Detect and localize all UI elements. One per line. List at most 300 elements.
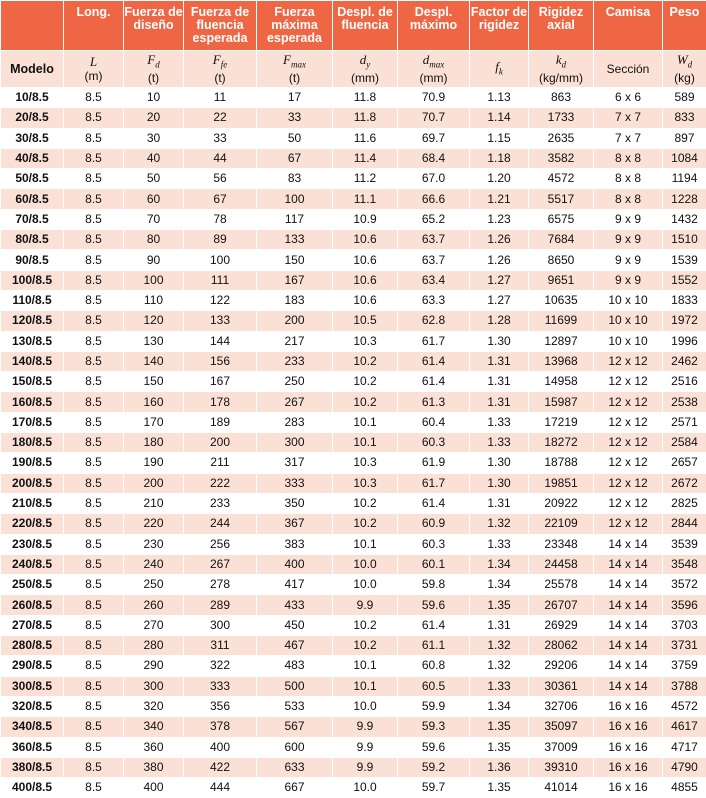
cell-peso: 3572 <box>663 575 706 595</box>
table-row <box>1 351 706 371</box>
cell-modelo: 60/8.5 <box>1 189 64 209</box>
cell-kd: 32706 <box>529 696 594 716</box>
cell-long: 8.5 <box>64 493 124 513</box>
unit-ffe: (t) <box>184 71 256 85</box>
cell-long: 8.5 <box>64 615 124 635</box>
cell-dy: 10.5 <box>333 311 398 331</box>
cell-fd: 130 <box>124 331 184 351</box>
cell-ffe: 311 <box>184 636 257 656</box>
cell-kd: 26707 <box>529 595 594 615</box>
cell-fd: 400 <box>124 778 184 798</box>
table-row <box>1 493 706 513</box>
cell-peso: 2672 <box>663 473 706 493</box>
cell-fd: 260 <box>124 595 184 615</box>
cell-fk: 1.30 <box>470 331 529 351</box>
cell-dmax: 60.3 <box>398 433 470 453</box>
cell-camisa: 9 x 9 <box>594 209 663 229</box>
table-row <box>1 514 706 534</box>
cell-kd: 4572 <box>529 169 594 189</box>
cell-dy: 10.6 <box>333 270 398 290</box>
symbol-cell-fmax <box>257 51 333 88</box>
header-fuerza-fluencia: Fuerza de fluencia esperada <box>184 1 257 51</box>
cell-modelo: 70/8.5 <box>1 209 64 229</box>
cell-peso: 2571 <box>663 412 706 432</box>
cell-peso: 833 <box>663 108 706 128</box>
cell-ffe: 167 <box>184 372 257 392</box>
cell-dy: 10.1 <box>333 433 398 453</box>
table-row <box>1 615 706 635</box>
cell-fd: 290 <box>124 656 184 676</box>
cell-long: 8.5 <box>64 696 124 716</box>
header-fuerza-diseno: Fuerza de diseño <box>124 1 184 51</box>
cell-ffe: 444 <box>184 778 257 798</box>
cell-peso: 1833 <box>663 290 706 310</box>
cell-dy: 10.1 <box>333 656 398 676</box>
cell-fk: 1.32 <box>470 656 529 676</box>
cell-long: 8.5 <box>64 636 124 656</box>
cell-dmax: 70.9 <box>398 88 470 108</box>
cell-long: 8.5 <box>64 209 124 229</box>
cell-camisa: 16 x 16 <box>594 778 663 798</box>
table-row <box>1 290 706 310</box>
cell-kd: 39310 <box>529 757 594 777</box>
cell-modelo: 30/8.5 <box>1 128 64 148</box>
table-row <box>1 717 706 737</box>
cell-peso: 1552 <box>663 270 706 290</box>
cell-fk: 1.31 <box>470 615 529 635</box>
cell-dmax: 61.4 <box>398 351 470 371</box>
cell-fmax: 417 <box>257 575 333 595</box>
cell-modelo: 280/8.5 <box>1 636 64 656</box>
cell-dy: 10.2 <box>333 372 398 392</box>
cell-dmax: 59.3 <box>398 717 470 737</box>
cell-ffe: 67 <box>184 189 257 209</box>
cell-peso: 2825 <box>663 493 706 513</box>
cell-dmax: 60.3 <box>398 534 470 554</box>
cell-modelo: 340/8.5 <box>1 717 64 737</box>
cell-fmax: 67 <box>257 148 333 168</box>
cell-long: 8.5 <box>64 717 124 737</box>
cell-dy: 10.1 <box>333 676 398 696</box>
cell-fk: 1.35 <box>470 717 529 737</box>
cell-fd: 380 <box>124 757 184 777</box>
cell-camisa: 12 x 12 <box>594 433 663 453</box>
cell-peso: 2516 <box>663 372 706 392</box>
table-row <box>1 331 706 351</box>
cell-long: 8.5 <box>64 372 124 392</box>
cell-kd: 35097 <box>529 717 594 737</box>
cell-camisa: 14 x 14 <box>594 534 663 554</box>
cell-kd: 30361 <box>529 676 594 696</box>
modelo-label: Modelo <box>1 51 64 88</box>
cell-fd: 300 <box>124 676 184 696</box>
cell-camisa: 16 x 16 <box>594 757 663 777</box>
cell-dy: 10.2 <box>333 615 398 635</box>
cell-kd: 29206 <box>529 656 594 676</box>
cell-fmax: 200 <box>257 311 333 331</box>
cell-fk: 1.21 <box>470 189 529 209</box>
cell-ffe: 322 <box>184 656 257 676</box>
cell-kd: 14958 <box>529 372 594 392</box>
cell-ffe: 422 <box>184 757 257 777</box>
header-long: Long. <box>64 1 124 51</box>
cell-fmax: 117 <box>257 209 333 229</box>
cell-camisa: 8 x 8 <box>594 169 663 189</box>
cell-kd: 25578 <box>529 575 594 595</box>
cell-ffe: 400 <box>184 737 257 757</box>
cell-long: 8.5 <box>64 575 124 595</box>
cell-fmax: 283 <box>257 412 333 432</box>
table-row <box>1 778 706 798</box>
cell-camisa: 10 x 10 <box>594 331 663 351</box>
cell-long: 8.5 <box>64 331 124 351</box>
cell-long: 8.5 <box>64 737 124 757</box>
cell-fk: 1.34 <box>470 554 529 574</box>
unit-dy: (mm) <box>333 71 397 85</box>
cell-fmax: 250 <box>257 372 333 392</box>
cell-dmax: 67.0 <box>398 169 470 189</box>
cell-dmax: 61.4 <box>398 493 470 513</box>
cell-fmax: 467 <box>257 636 333 656</box>
cell-dmax: 63.4 <box>398 270 470 290</box>
cell-long: 8.5 <box>64 433 124 453</box>
cell-dmax: 59.2 <box>398 757 470 777</box>
cell-peso: 1228 <box>663 189 706 209</box>
cell-dmax: 68.4 <box>398 148 470 168</box>
cell-fd: 20 <box>124 108 184 128</box>
cell-kd: 23348 <box>529 534 594 554</box>
cell-dmax: 60.8 <box>398 656 470 676</box>
cell-long: 8.5 <box>64 351 124 371</box>
cell-fd: 200 <box>124 473 184 493</box>
cell-modelo: 290/8.5 <box>1 656 64 676</box>
cell-fmax: 100 <box>257 189 333 209</box>
cell-fmax: 300 <box>257 433 333 453</box>
cell-modelo: 120/8.5 <box>1 311 64 331</box>
cell-kd: 22109 <box>529 514 594 534</box>
cell-dy: 11.4 <box>333 148 398 168</box>
symbol-cell-l <box>64 51 124 88</box>
cell-fmax: 83 <box>257 169 333 189</box>
cell-camisa: 7 x 7 <box>594 128 663 148</box>
cell-kd: 17219 <box>529 412 594 432</box>
cell-dmax: 59.7 <box>398 778 470 798</box>
cell-long: 8.5 <box>64 534 124 554</box>
cell-dy: 10.6 <box>333 290 398 310</box>
table-row <box>1 209 706 229</box>
cell-kd: 10635 <box>529 290 594 310</box>
cell-fmax: 267 <box>257 392 333 412</box>
cell-camisa: 7 x 7 <box>594 108 663 128</box>
cell-camisa: 6 x 6 <box>594 88 663 108</box>
cell-dy: 10.3 <box>333 453 398 473</box>
cell-modelo: 100/8.5 <box>1 270 64 290</box>
cell-fmax: 383 <box>257 534 333 554</box>
cell-camisa: 12 x 12 <box>594 514 663 534</box>
cell-peso: 4572 <box>663 696 706 716</box>
cell-fk: 1.13 <box>470 88 529 108</box>
cell-dmax: 60.4 <box>398 412 470 432</box>
cell-dmax: 61.7 <box>398 331 470 351</box>
cell-dmax: 66.6 <box>398 189 470 209</box>
unit-fd: (t) <box>124 71 183 85</box>
table-row <box>1 148 706 168</box>
cell-fk: 1.31 <box>470 372 529 392</box>
cell-fmax: 400 <box>257 554 333 574</box>
cell-fk: 1.32 <box>470 514 529 534</box>
cell-dy: 9.9 <box>333 717 398 737</box>
cell-dmax: 59.9 <box>398 696 470 716</box>
cell-dy: 10.3 <box>333 331 398 351</box>
symbol-cell-ffe <box>184 51 257 88</box>
cell-fmax: 133 <box>257 230 333 250</box>
cell-fmax: 600 <box>257 737 333 757</box>
cell-dy: 11.6 <box>333 128 398 148</box>
table-row <box>1 554 706 574</box>
cell-dy: 9.9 <box>333 595 398 615</box>
table-row <box>1 250 706 270</box>
cell-modelo: 250/8.5 <box>1 575 64 595</box>
cell-ffe: 122 <box>184 290 257 310</box>
cell-long: 8.5 <box>64 656 124 676</box>
symbol-fmax: $F_{max}$ <box>283 52 306 67</box>
cell-modelo: 200/8.5 <box>1 473 64 493</box>
cell-long: 8.5 <box>64 392 124 412</box>
cell-fk: 1.30 <box>470 473 529 493</box>
cell-modelo: 320/8.5 <box>1 696 64 716</box>
cell-camisa: 16 x 16 <box>594 717 663 737</box>
cell-ffe: 256 <box>184 534 257 554</box>
header-despl-fluencia: Despl. de fluencia <box>333 1 398 51</box>
cell-fd: 90 <box>124 250 184 270</box>
cell-camisa: 9 x 9 <box>594 270 663 290</box>
cell-dmax: 59.6 <box>398 595 470 615</box>
symbol-fk: $f_k$ <box>495 59 503 74</box>
cell-fk: 1.32 <box>470 636 529 656</box>
symbol-cell-dmax <box>398 51 470 88</box>
cell-peso: 3703 <box>663 615 706 635</box>
table-row <box>1 230 706 250</box>
cell-modelo: 230/8.5 <box>1 534 64 554</box>
cell-fd: 340 <box>124 717 184 737</box>
symbol-fd: $F_d$ <box>147 52 159 67</box>
cell-fmax: 167 <box>257 270 333 290</box>
cell-modelo: 90/8.5 <box>1 250 64 270</box>
cell-fk: 1.36 <box>470 757 529 777</box>
cell-camisa: 12 x 12 <box>594 392 663 412</box>
cell-long: 8.5 <box>64 473 124 493</box>
cell-kd: 18788 <box>529 453 594 473</box>
cell-dmax: 63.7 <box>398 250 470 270</box>
cell-camisa: 12 x 12 <box>594 493 663 513</box>
cell-dy: 10.1 <box>333 534 398 554</box>
cell-fd: 250 <box>124 575 184 595</box>
cell-long: 8.5 <box>64 230 124 250</box>
cell-ffe: 11 <box>184 88 257 108</box>
cell-fd: 80 <box>124 230 184 250</box>
cell-camisa: 10 x 10 <box>594 290 663 310</box>
cell-fd: 50 <box>124 169 184 189</box>
cell-dy: 10.2 <box>333 493 398 513</box>
cell-fd: 240 <box>124 554 184 574</box>
cell-peso: 1972 <box>663 311 706 331</box>
cell-modelo: 130/8.5 <box>1 331 64 351</box>
cell-dmax: 63.3 <box>398 290 470 310</box>
cell-dmax: 59.8 <box>398 575 470 595</box>
cell-kd: 1733 <box>529 108 594 128</box>
cell-modelo: 160/8.5 <box>1 392 64 412</box>
cell-peso: 1194 <box>663 169 706 189</box>
cell-fd: 120 <box>124 311 184 331</box>
header-camisa: Camisa <box>594 1 663 51</box>
cell-fmax: 633 <box>257 757 333 777</box>
symbol-wd: $W_d$ <box>677 52 692 67</box>
cell-peso: 2584 <box>663 433 706 453</box>
cell-fd: 360 <box>124 737 184 757</box>
cell-ffe: 200 <box>184 433 257 453</box>
table-row <box>1 453 706 473</box>
table-row <box>1 169 706 189</box>
table-row <box>1 656 706 676</box>
cell-fd: 230 <box>124 534 184 554</box>
unit-wd: (kg) <box>663 71 706 85</box>
cell-kd: 13968 <box>529 351 594 371</box>
cell-camisa: 12 x 12 <box>594 372 663 392</box>
cell-fk: 1.27 <box>470 270 529 290</box>
cell-dy: 11.8 <box>333 88 398 108</box>
cell-dy: 9.9 <box>333 737 398 757</box>
table-row <box>1 88 706 108</box>
cell-fmax: 367 <box>257 514 333 534</box>
cell-camisa: 14 x 14 <box>594 656 663 676</box>
header-peso: Peso <box>663 1 706 51</box>
cell-fk: 1.15 <box>470 128 529 148</box>
cell-dy: 10.1 <box>333 412 398 432</box>
header-despl-maximo: Despl. máximo <box>398 1 470 51</box>
cell-fd: 220 <box>124 514 184 534</box>
cell-peso: 1432 <box>663 209 706 229</box>
cell-fd: 110 <box>124 290 184 310</box>
cell-ffe: 78 <box>184 209 257 229</box>
cell-ffe: 100 <box>184 250 257 270</box>
symbol-ffe: $F_{fe}$ <box>213 52 227 67</box>
cell-fk: 1.31 <box>470 392 529 412</box>
cell-peso: 589 <box>663 88 706 108</box>
cell-dmax: 61.4 <box>398 372 470 392</box>
cell-kd: 19851 <box>529 473 594 493</box>
cell-fd: 100 <box>124 270 184 290</box>
table-row <box>1 372 706 392</box>
cell-fk: 1.26 <box>470 250 529 270</box>
header-row <box>1 1 706 51</box>
cell-fmax: 217 <box>257 331 333 351</box>
cell-fd: 210 <box>124 493 184 513</box>
cell-camisa: 12 x 12 <box>594 412 663 432</box>
cell-peso: 1510 <box>663 230 706 250</box>
cell-fmax: 233 <box>257 351 333 371</box>
table-row <box>1 189 706 209</box>
cell-peso: 4790 <box>663 757 706 777</box>
cell-fk: 1.35 <box>470 595 529 615</box>
cell-dy: 10.2 <box>333 636 398 656</box>
cell-dmax: 60.5 <box>398 676 470 696</box>
cell-fk: 1.26 <box>470 230 529 250</box>
cell-camisa: 14 x 14 <box>594 595 663 615</box>
cell-camisa: 16 x 16 <box>594 696 663 716</box>
cell-dmax: 60.1 <box>398 554 470 574</box>
cell-dmax: 61.1 <box>398 636 470 656</box>
cell-fmax: 317 <box>257 453 333 473</box>
cell-kd: 12897 <box>529 331 594 351</box>
cell-long: 8.5 <box>64 757 124 777</box>
cell-fd: 270 <box>124 615 184 635</box>
table-row <box>1 270 706 290</box>
cell-dy: 10.2 <box>333 392 398 412</box>
cell-peso: 4717 <box>663 737 706 757</box>
cell-dy: 10.0 <box>333 554 398 574</box>
cell-fmax: 183 <box>257 290 333 310</box>
cell-ffe: 233 <box>184 493 257 513</box>
cell-peso: 1084 <box>663 148 706 168</box>
cell-camisa: 10 x 10 <box>594 311 663 331</box>
cell-ffe: 378 <box>184 717 257 737</box>
cell-kd: 41014 <box>529 778 594 798</box>
cell-kd: 863 <box>529 88 594 108</box>
cell-camisa: 14 x 14 <box>594 636 663 656</box>
cell-kd: 6575 <box>529 209 594 229</box>
cell-peso: 2657 <box>663 453 706 473</box>
symbol-dy: $d_y$ <box>360 52 371 67</box>
cell-fmax: 483 <box>257 656 333 676</box>
cell-ffe: 267 <box>184 554 257 574</box>
symbol-dmax: $d_{max}$ <box>423 52 445 67</box>
cell-ffe: 189 <box>184 412 257 432</box>
cell-long: 8.5 <box>64 108 124 128</box>
unit-l: (m) <box>64 69 123 83</box>
cell-peso: 3759 <box>663 656 706 676</box>
cell-fmax: 17 <box>257 88 333 108</box>
cell-modelo: 190/8.5 <box>1 453 64 473</box>
cell-peso: 3731 <box>663 636 706 656</box>
cell-fk: 1.28 <box>470 311 529 331</box>
symbol-kd: $k_d$ <box>556 52 566 67</box>
table-row <box>1 575 706 595</box>
cell-long: 8.5 <box>64 290 124 310</box>
symbol-cell-fd <box>124 51 184 88</box>
cell-dy: 11.2 <box>333 169 398 189</box>
cell-peso: 1996 <box>663 331 706 351</box>
cell-dmax: 62.8 <box>398 311 470 331</box>
cell-modelo: 170/8.5 <box>1 412 64 432</box>
table-body <box>1 88 706 798</box>
cell-camisa: 14 x 14 <box>594 575 663 595</box>
cell-peso: 3539 <box>663 534 706 554</box>
cell-dy: 9.9 <box>333 757 398 777</box>
cell-dy: 10.0 <box>333 575 398 595</box>
cell-ffe: 278 <box>184 575 257 595</box>
cell-modelo: 240/8.5 <box>1 554 64 574</box>
cell-fmax: 567 <box>257 717 333 737</box>
cell-modelo: 80/8.5 <box>1 230 64 250</box>
cell-fk: 1.33 <box>470 676 529 696</box>
cell-modelo: 220/8.5 <box>1 514 64 534</box>
cell-dmax: 60.9 <box>398 514 470 534</box>
cell-ffe: 22 <box>184 108 257 128</box>
cell-kd: 24458 <box>529 554 594 574</box>
cell-fk: 1.31 <box>470 493 529 513</box>
table-row <box>1 595 706 615</box>
cell-camisa: 12 x 12 <box>594 473 663 493</box>
